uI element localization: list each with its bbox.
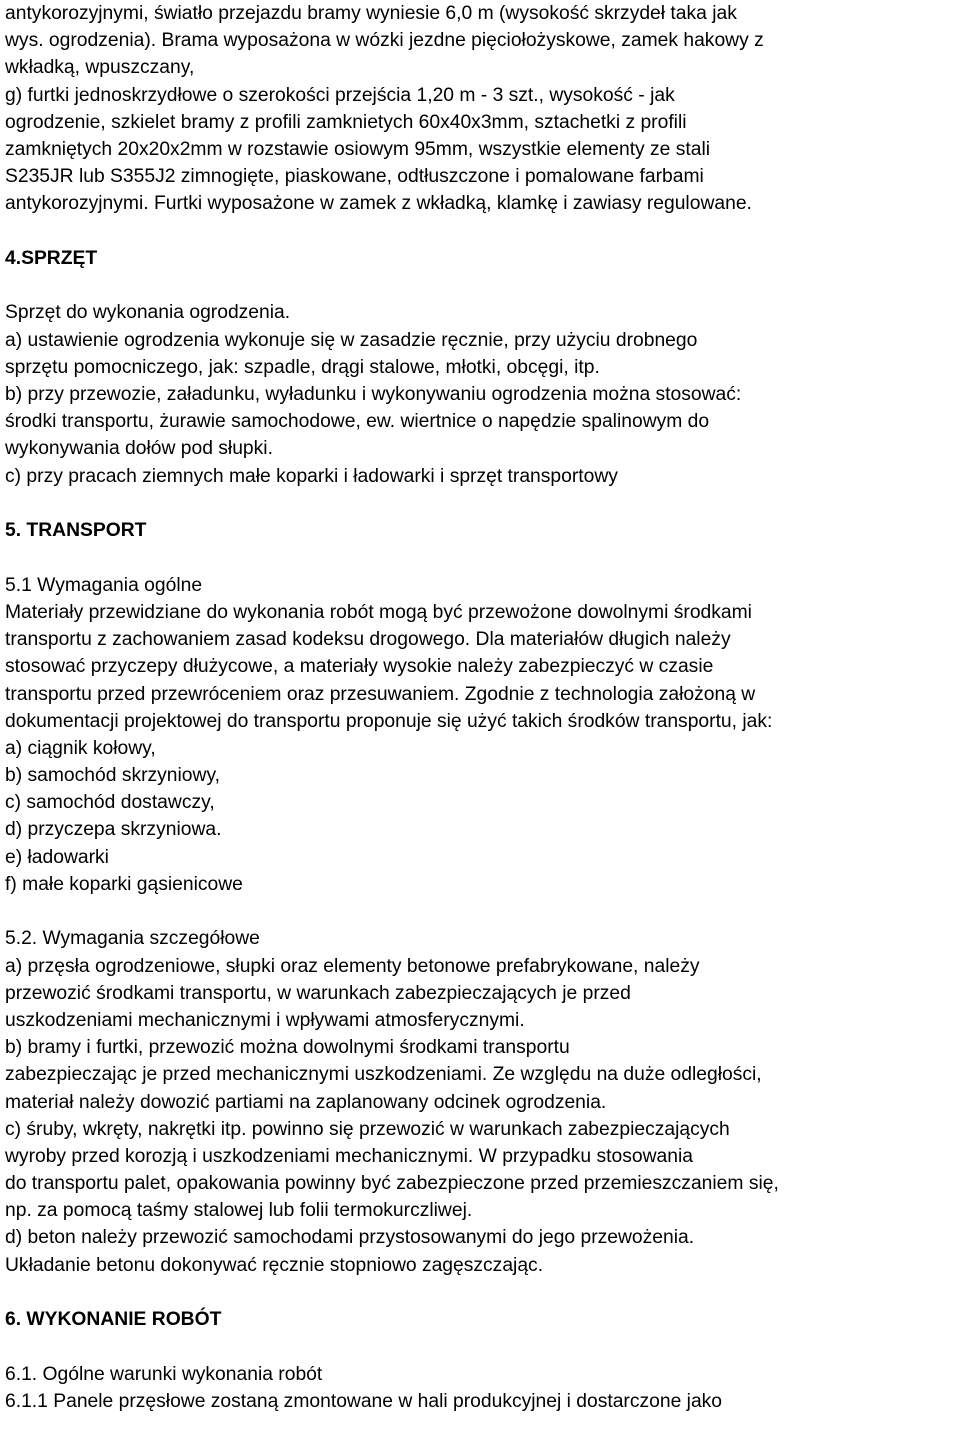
text-line: antykorozyjnymi. Furtki wyposażone w zamek z wkładką, klamkę i zawiasy regulowane.: [5, 193, 752, 215]
text-line: zabezpieczając je przed mechanicznymi uszkodzeniami. Ze względu na duże odległości,: [5, 1064, 762, 1086]
text-line: Materiały przewidziane do wykonania robót mogą być przewożone dowolnymi środkami: [5, 601, 752, 623]
list-item: a) ciągnik kołowy,: [5, 737, 156, 759]
spacer: [5, 898, 960, 925]
text-line: d) beton należy przewozić samochodami przystosowanymi do jego przewożenia.: [5, 1227, 695, 1249]
subsection-title: 6.1. Ogólne warunki wykonania robót: [5, 1363, 323, 1385]
text-line: b) przy przewozie, załadunku, wyładunku i wykonywaniu ogrodzenia można stosować:: [5, 384, 742, 406]
text-line: Sprzęt do wykonania ogrodzenia.: [5, 302, 291, 324]
text-line: transportu z zachowaniem zasad kodeksu drogowego. Dla materiałów długich należy: [5, 629, 731, 651]
intro-paragraph: [5, 0, 960, 218]
spacer: [5, 1333, 960, 1360]
text-line: wys. ogrodzenia). Brama wyposażona w wózki jezdne pięciołożyskowe, zamek hakowy z: [5, 30, 764, 52]
text-line: dokumentacji projektowej do transportu proponuje się użyć takich środków transportu, jak:: [5, 710, 773, 732]
text-line: c) przy pracach ziemnych małe koparki i ładowarki i sprzęt transportowy: [5, 465, 618, 487]
text-line: materiał należy dowozić partiami na zaplanowany odcinek ogrodzenia.: [5, 1091, 607, 1113]
list-item: b) samochód skrzyniowy,: [5, 765, 221, 787]
section-heading: 6. WYKONANIE ROBÓT: [5, 1309, 222, 1331]
list-item: e) ładowarki: [5, 846, 109, 868]
text-line: środki transportu, żurawie samochodowe, ew. wiertnice o napędzie spalinowym do: [5, 411, 710, 433]
text-line: antykorozyjnymi, światło przejazdu bramy wyniesie 6,0 m (wysokość skrzydeł taka jak: [5, 3, 737, 24]
text-line: c) śruby, wkręty, nakrętki itp. powinno się przewozić w warunkach zabezpieczających: [5, 1118, 730, 1140]
text-line: uszkodzeniami mechanicznymi i wpływami atmosferycznymi.: [5, 1009, 525, 1031]
text-line: stosować przyczepy dłużycowe, a materiały wysokie należy zabezpieczyć w czasie: [5, 656, 714, 678]
text-line: przewozić środkami transportu, w warunkach zabezpieczających je przed: [5, 982, 631, 1004]
text-line: Układanie betonu dokonywać ręcznie stopniowo zagęszczając.: [5, 1254, 544, 1276]
document-page: [5, 0, 960, 1415]
section-heading: 5. TRANSPORT: [5, 520, 147, 542]
text-line: sprzętu pomocniczego, jak: szpadle, drągi stalowe, młotki, obcęgi, itp.: [5, 356, 600, 378]
section-5: [5, 517, 960, 1279]
spacer: [5, 490, 960, 517]
list-item: f) małe koparki gąsienicowe: [5, 873, 243, 895]
text-line: transportu przed przewróceniem oraz przesuwaniem. Zgodnie z technologia założoną w: [5, 683, 756, 705]
text-line: a) przęsła ogrodzeniowe, słupki oraz elementy betonowe prefabrykowane, należy: [5, 955, 700, 977]
subsection-title: 5.1 Wymagania ogólne: [5, 574, 203, 596]
text-line: S235JR lub S355J2 zimnogięte, piaskowane, odtłuszczone i pomalowane farbami: [5, 166, 704, 188]
text-line: 6.1.1 Panele przęsłowe zostaną zmontowane w hali produkcyjnej i dostarczone jako: [5, 1390, 723, 1412]
text-line: b) bramy i furtki, przewozić można dowolnymi środkami transportu: [5, 1037, 570, 1059]
list-item: d) przyczepa skrzyniowa.: [5, 819, 222, 841]
list-item: c) samochód dostawczy,: [5, 792, 215, 814]
text-line: a) ustawienie ogrodzenia wykonuje się w zasadzie ręcznie, przy użyciu drobnego: [5, 329, 698, 351]
text-line: do transportu palet, opakowania powinny być zabezpieczone przed przemieszczaniem się,: [5, 1173, 779, 1195]
text-line: np. za pomocą taśmy stalowej lub folii termokurczliwej.: [5, 1200, 473, 1222]
section-6: [5, 1306, 960, 1415]
text-line: wyroby przed korozją i uszkodzeniami mechanicznymi. W przypadku stosowania: [5, 1145, 693, 1167]
text-line: zamkniętych 20x20x2mm w rozstawie osiowym 95mm, wszystkie elementy ze stali: [5, 138, 711, 160]
subsection-title: 5.2. Wymagania szczegółowe: [5, 928, 260, 950]
spacer: [5, 544, 960, 571]
spacer: [5, 272, 960, 299]
text-line: g) furtki jednoskrzydłowe o szerokości przejścia 1,20 m - 3 szt., wysokość - jak: [5, 84, 675, 106]
text-line: wkładką, wpuszczany,: [5, 57, 195, 79]
section-4: [5, 245, 960, 490]
spacer: [5, 1279, 960, 1306]
spacer: [5, 218, 960, 245]
text-line: ogrodzenie, szkielet bramy z profili zamknietych 60x40x3mm, sztachetki z profili: [5, 111, 687, 133]
section-heading: 4.SPRZĘT: [5, 247, 98, 269]
text-line: wykonywania dołów pod słupki.: [5, 438, 273, 460]
